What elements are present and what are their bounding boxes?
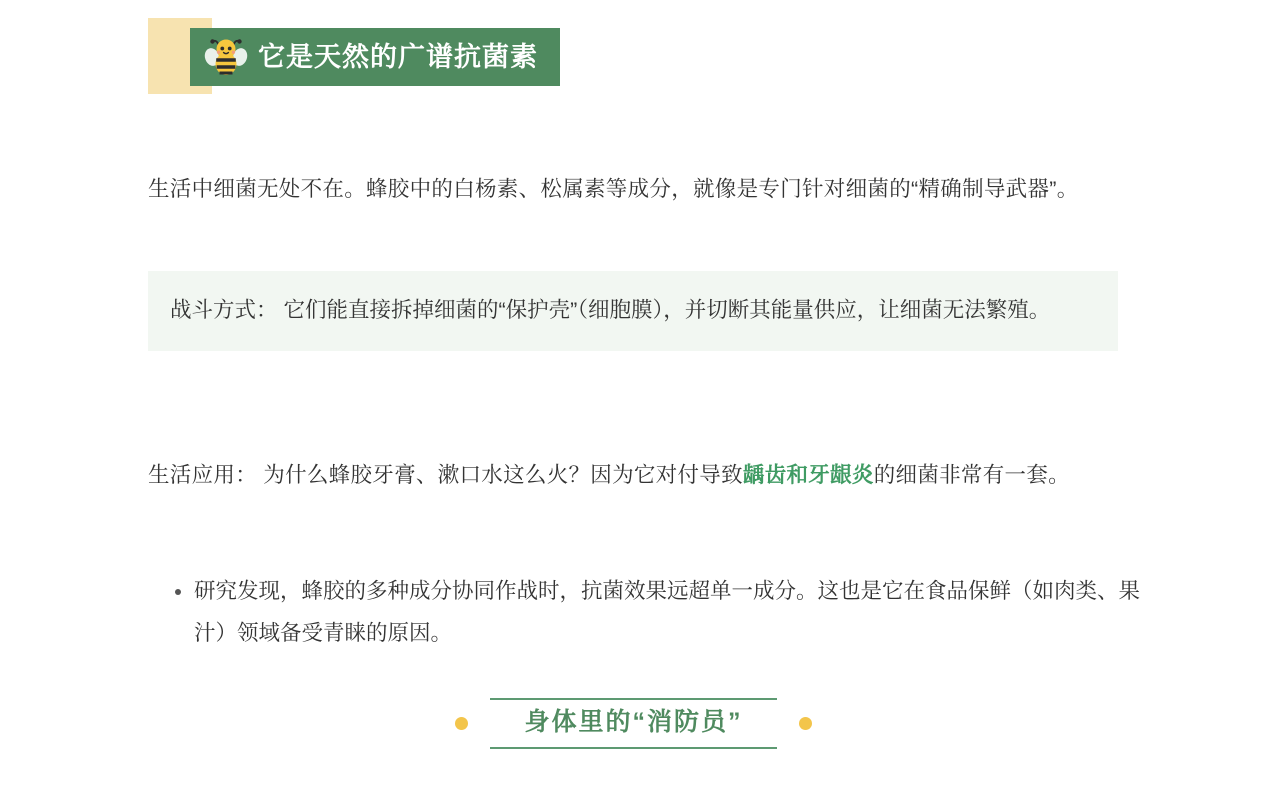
- application-text-before: 为什么蜂胶牙膏、漱口水这么火？因为它对付导致: [257, 462, 743, 487]
- application-text-after: 的细菌非常有一套。: [873, 462, 1070, 487]
- application-label: 生活应用：: [148, 462, 258, 487]
- bullet-list: [148, 570, 1169, 654]
- section-heading-text: 它是天然的广谱抗菌素: [258, 41, 538, 72]
- dot-left-icon: [455, 717, 468, 730]
- sub-heading-box: [490, 698, 776, 749]
- heading-band: [190, 28, 560, 86]
- callout-block: [148, 271, 1118, 351]
- list-item: • 研究发现，蜂胶的多种成分协同作战时，抗菌效果远超单一成分。这也是它在食品保鲜（如肉类、果汁）领域备受青睐的原因。: [194, 570, 1169, 654]
- callout-text: 它们能直接拆掉细菌的“保护壳”（细胞膜），并切断其能量供应，让细菌无法繁殖。: [277, 298, 1051, 322]
- dot-right-icon: [799, 717, 812, 730]
- application-highlight: 龋齿和牙龈炎: [742, 462, 874, 487]
- sub-heading-text: 身体里的“消防员”: [524, 708, 743, 736]
- section-heading: [148, 18, 560, 94]
- intro-paragraph: 生活中细菌无处不在。蜂胶中的白杨素、松属素等成分，就像是专门针对细菌的“精确制导武器”。: [148, 176, 1079, 201]
- application-paragraph: [148, 454, 1118, 496]
- sub-heading: [0, 698, 1267, 749]
- bee-icon: [204, 35, 248, 79]
- callout-label: 战斗方式：: [170, 298, 278, 322]
